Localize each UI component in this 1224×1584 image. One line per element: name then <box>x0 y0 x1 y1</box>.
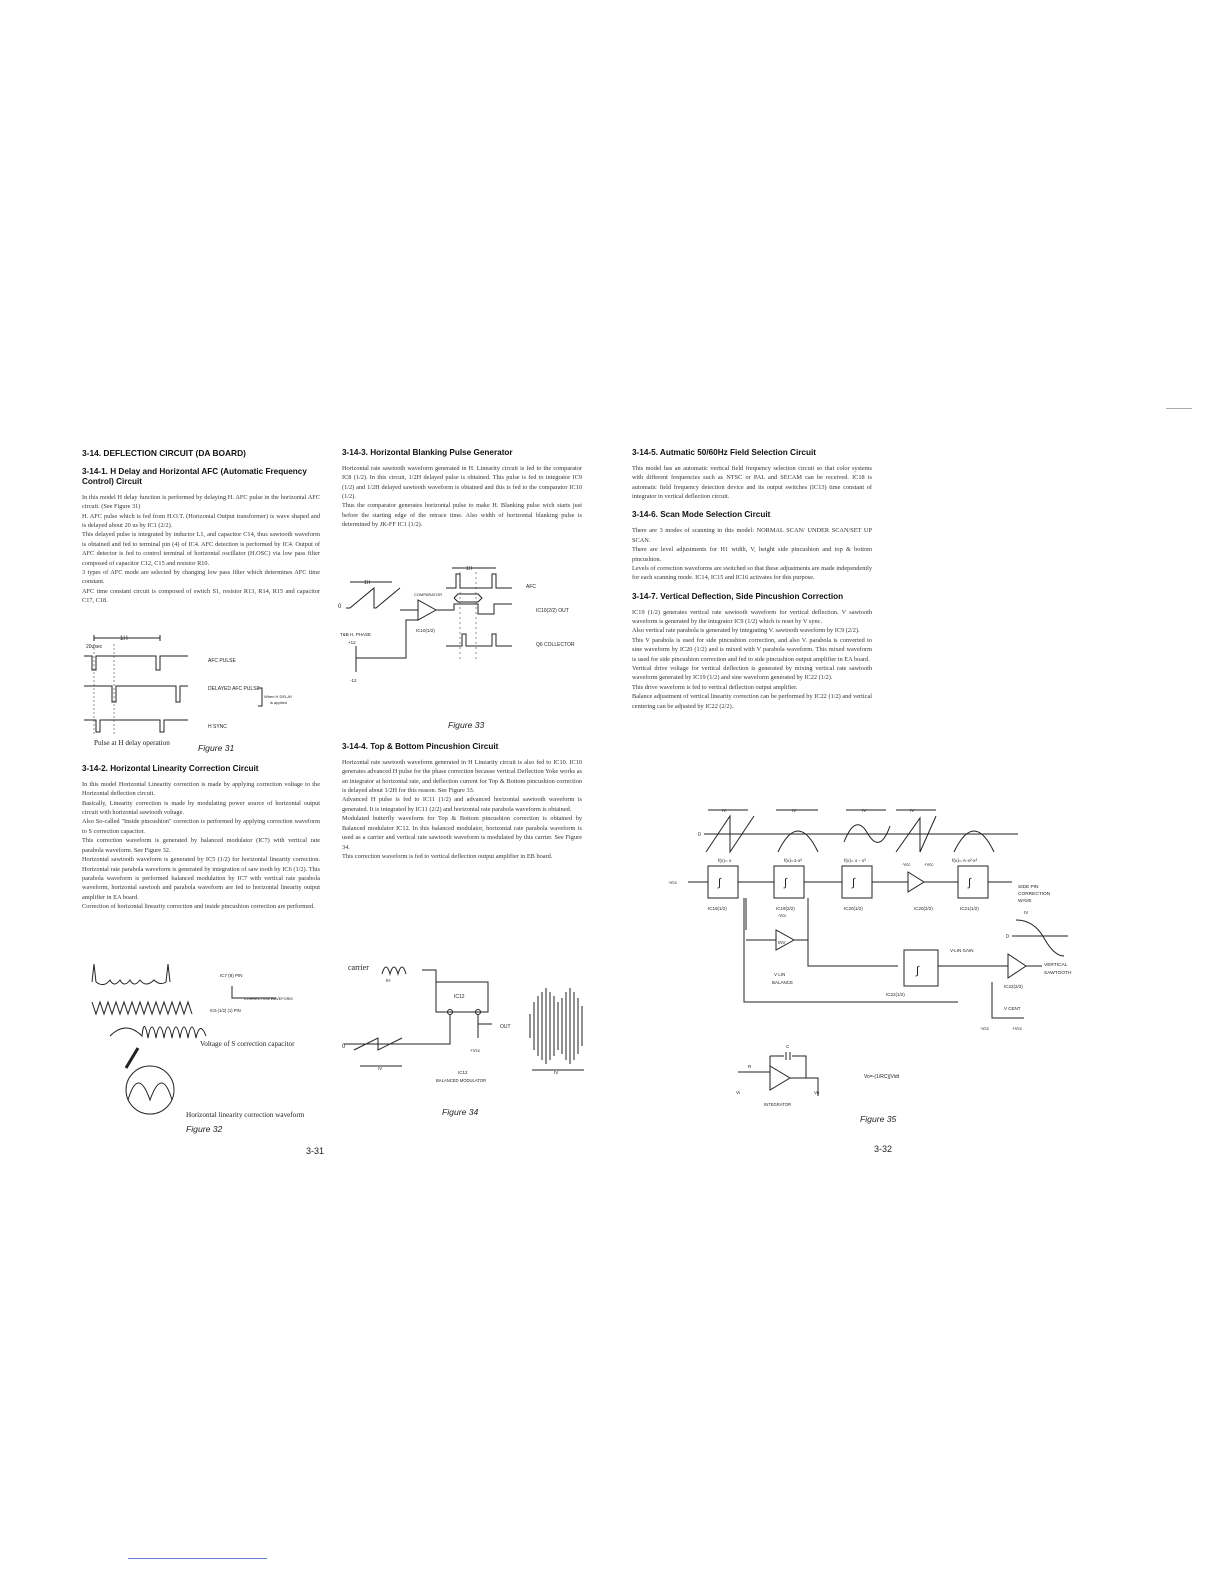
paragraph: AFC time constant circuit is composed of switch S1, resistor R13, R14, R15 and capacitor C17, C18. <box>82 587 320 605</box>
label-fx3: f(x)= x - x³ <box>844 859 866 864</box>
label-vcent: V CENT <box>1004 1006 1021 1011</box>
label-zero-2: 0 <box>1006 934 1009 940</box>
label-afc-pulse: AFC PULSE <box>208 658 236 664</box>
label-out: OUT <box>500 1024 511 1030</box>
figure-34-diagram <box>340 958 592 1088</box>
label-note1: When H DELAY <box>264 694 293 699</box>
label-q6: Q6 COLLECTOR <box>536 642 575 648</box>
paragraph: Balance adjustment of vertical linearity correction can be performed by IC22 (1/2) and vertical centering can be adjusted by IC22 (2/2). <box>632 693 872 710</box>
integral-1: ∫ <box>718 877 722 889</box>
label-ic20a: IC20(1/2) <box>844 906 863 911</box>
label-side3: WAVE <box>1018 899 1032 904</box>
paragraph: Levels of correction waveforms are switched so that these adjustments are made independently for each scanning mode. IC14, IC15 and IC16 activates for this purpose. <box>632 564 872 582</box>
label-comparator: COMPARATOR <box>414 592 443 597</box>
figure-33-diagram <box>336 562 586 682</box>
paragraph: Thus the comparator generates horizontal pulse to make H. Blanking pulse wich starts just before the starting edge of the retrace time. Also width of horizontal blanking pulse is determined by JK-FF IC1 (1/2). <box>342 502 582 529</box>
label-zero: 0 <box>338 604 342 610</box>
label-ic10: IC10(1/2) <box>416 628 435 633</box>
corner-rule <box>1166 408 1192 409</box>
label-integrator: INTEGRATOR <box>764 1102 792 1107</box>
label-bm: IC12 <box>458 1070 468 1075</box>
label-correction: CORRECTION WAVEFORM <box>244 997 293 1001</box>
label-r: R <box>748 1064 752 1069</box>
paragraph: In this model Horizontal Linearity correction is made by applying correction voltage to the Horizontal deflection circuit. <box>82 780 320 798</box>
label-vi: Vi <box>736 1090 740 1095</box>
label-c: C <box>786 1044 790 1049</box>
label-vcc-cent-p: +Vcc <box>1012 1026 1023 1031</box>
label-fx4: f(x)= A-x²-x³ <box>952 859 978 864</box>
page-number-left: 3-31 <box>306 1146 325 1156</box>
label-vcc-mid: -Vcc <box>902 862 911 867</box>
paragraph: Horizontal rate sawtooth waveform generated in H. Linearity circuit is fed to the comparator IC8 (1/2). In this circuit, 1/2H delayed pulse is obtained. This pulse is fed to integrator IC9 (1/2) and 1/2H delayed sawtooth waveform is obtained and this is fed to the comparator IC10 (1/2). <box>342 464 582 501</box>
figure-32-caption: Figure 32 <box>186 1124 223 1134</box>
figure-33-caption: Figure 33 <box>448 720 485 730</box>
label-20us: 20usec <box>86 644 103 650</box>
figure-34-caption: Figure 34 <box>442 1107 479 1117</box>
label-vertical: VERTICAL <box>1044 963 1068 968</box>
paragraph: This drive waveform is fed to vertical deflection output amplifier. <box>632 683 798 691</box>
paragraph: In this model H delay function is performed by delaying H. AFC pulse in the horizontal AFC circuit. (See Figure 31) <box>82 493 320 511</box>
heading-vertical-deflection: 3-14-7. Vertical Deflection, Side Pincushion Correction <box>632 591 844 601</box>
label-iv-5: IV <box>1024 910 1029 915</box>
integral-2: ∫ <box>784 877 788 889</box>
label-balance: BALANCE <box>772 980 794 985</box>
label-ic7-pin: IC7 (8) PIN <box>220 973 243 978</box>
label-ic22a: IC22(1/2) <box>886 992 905 997</box>
label-zero: 0 <box>698 832 701 838</box>
integral-4: ∫ <box>968 877 972 889</box>
label-iv: IV <box>554 1070 559 1075</box>
label-side1: SIDE PIN <box>1018 885 1039 890</box>
paragraph: Modulated butterfly waveform for Top & Bottom pincushion correction is obtained by Balanced modulator IC12. In this balanced modulator, horizontal rate parabola waveform is used as a carrier and vertical rate sawtooth waveform is modulated by this carrier. See Figure 34. <box>342 815 582 851</box>
figure-35-caption: Figure 35 <box>860 1114 897 1124</box>
label-ic20b: IC20(2/2) <box>914 906 933 911</box>
label-delayed-afc: DELAYED AFC PULSE <box>208 686 260 692</box>
paragraph: Advanced H pulse is fed to IC11 (1/2) and advanced horizontal sawtooth waveform is generated. It is integrated by IC11 (2/2) and horizontal rate parabola waveform is obtained. <box>342 796 582 813</box>
label-balanced-modulator: BALANCED MODULATOR <box>436 1078 487 1083</box>
label-inv: INV <box>778 940 786 945</box>
label-ic12: IC12 <box>454 994 465 1000</box>
paragraph: There are 3 modes of scanning in this model: NORMAL SCAN/ UNDER SCAN/SET UP SCAN. <box>632 527 872 544</box>
label-sawtooth: SAWTOOTH <box>1044 971 1072 976</box>
figure-31-diagram <box>84 632 324 750</box>
label-1h-b: 1H <box>466 566 473 572</box>
heading-h-blanking: 3-14-3. Horizontal Blanking Pulse Generator <box>342 448 513 457</box>
column-2 <box>342 448 582 530</box>
section-title: 3-14. DEFLECTION CIRCUIT (DA BOARD) <box>82 448 246 458</box>
label-phase: T&B H. PHASE <box>340 632 372 637</box>
figure-31-caption: Figure 31 <box>198 743 235 753</box>
label-plus12: +12 <box>348 640 356 645</box>
label-iv-3: IV <box>862 808 867 813</box>
label-1h: 1H <box>364 580 371 586</box>
figure-31-subcaption: Pulse at H delay operation <box>94 739 170 747</box>
label-carrier: carrier <box>348 963 369 972</box>
paragraph: Vertical drive voltage for vertical deflection is generated by mixing vertical rate sawtooth waveform generated by IC19 (1/2) and sine waveform generated by IC22 (1/2). <box>632 665 872 682</box>
paragraph: This correction waveform is fed to vertical deflection output amplifier in EB board. <box>342 852 553 860</box>
label-zero: 0 <box>342 1044 346 1050</box>
label-1h: 1H <box>120 636 128 642</box>
paragraph: 3 types of AFC mode are selected by changing low pass filter which determines AFC time constant. <box>82 568 320 586</box>
integral-3: ∫ <box>852 877 856 889</box>
heading-top-bottom-pincushion: 3-14-4. Top & Bottom Pincushion Circuit <box>342 742 499 751</box>
label-vlin: V LIN <box>774 972 786 977</box>
paragraph: IC19 (1/2) generates vertical rate sawtooth waveform for vertical deflection. V sawtooth waveform is generated by the integrator IC9 (1/2) which is reset by V sync. <box>632 608 872 625</box>
figure-32-hlin-label: Horizontal linearity correction waveform <box>186 1111 305 1119</box>
label-ic21: IC21(1/2) <box>960 906 979 911</box>
column-3 <box>632 448 872 711</box>
label-plus-vcc: +Vcc <box>924 862 934 867</box>
label-vcc: +Vcc <box>470 1048 481 1053</box>
column-2-lower <box>342 742 582 861</box>
label-iv: IV <box>722 808 727 813</box>
label-formula: Vo=-(1/RC)∫Vidt <box>864 1074 900 1080</box>
figure-32-voltage-label: Voltage of S correction capacitor <box>200 1040 295 1048</box>
column-1 <box>82 448 320 606</box>
paragraph: This correction waveform is generated by balanced modulator (IC7) with vertical rate parabola waveform. See Figure 32. <box>82 837 320 854</box>
label-h-sync: H SYNC <box>208 724 227 730</box>
heading-field-selection: 3-14-5. Autmatic 50/60Hz Field Selection Circuit <box>632 448 816 457</box>
label-ic19: IC19(1/2) <box>708 906 727 911</box>
paragraph: Also vertical rate parabola is generated by integrating V. sawtooth waveform by IC9 (2/2). <box>632 627 860 635</box>
heading-scan-mode: 3-14-6. Scan Mode Selection Circuit <box>632 510 771 520</box>
paragraph: Correction of horizontal linearity correction and inside pincushion correction are performed. <box>82 903 315 911</box>
label-minus-vcc: -Vcc <box>668 880 677 885</box>
heading-h-delay-afc: 3-14-1. H Delay and Horizontal AFC (Automatic Frequency Control) Circuit <box>82 467 307 486</box>
label-ih: IH <box>386 978 391 983</box>
paragraph: Basically, Linearity correction is made by modulating power source of horizontal output circuit with horizontal sawtooth voltage. <box>82 799 320 817</box>
paragraph: This delayed pulse is integrated by inductor L1, and capacitor C14, thus sawtooth waveform is obtained and fed to terminal pin (4) of IC4. AFC detection is performed by IC4. Output of AFC detector is fed to control terminal of horizontal oscillator (H.OSC) via low pass filter composed of capacitor C12, C15 and resistor R10. <box>82 531 320 567</box>
integral-5: ∫ <box>916 965 920 977</box>
paragraph: There are level adjustments for H1 width, V, height side pincushion and top & bottom pincushion. <box>632 546 872 563</box>
paragraph: H. AFC pulse which is fed from H.O.T. (Horizontal Output transformer) is wave shaped and is delayed about 20 us by IC1 (2/2). <box>82 512 320 529</box>
paragraph: This model has an automatic vertical field frequency selection circuit so that color systems with different frequencies such as NTSC or PAL and SECAM can be received. IC18 is automatic field frequency detection device and its output switches (IC13) time constant of integrator in vertical deflection circuit. <box>632 464 872 501</box>
heading-horizontal-linearity: 3-14-2. Horizontal Linearity Correction Circuit <box>82 764 259 773</box>
label-note2: is applied <box>270 700 287 705</box>
label-vo: Vo <box>814 1090 820 1095</box>
label-iv-4: IV <box>910 808 915 813</box>
label-iv-left: IV <box>378 1066 383 1071</box>
paragraph: Horizontal rate sawtooth waveform generated in H Linearity circuit is also fed to IC10. IC10 generates advanced H pulse for the phase correction because vertical Deflection Yoke works as an integrator at horizontal rate, and deflection current for Top & Bottom pincushion correction is delayed about 1/2H for this reason. See Figure 33. <box>342 758 582 795</box>
label-minus12: -12 <box>350 678 357 683</box>
label-out: IC10(2/2) OUT <box>536 608 569 614</box>
label-fx1: f(x)= x <box>718 859 732 864</box>
label-side2: CORRECTION <box>1018 892 1051 897</box>
column-1-lower <box>82 764 320 912</box>
label-ic6: IC6 (1/2) (1) PIN <box>210 1008 241 1013</box>
label-fx2: f(x)=1-x² <box>784 859 802 864</box>
figure-35-diagram <box>668 806 1070 1106</box>
label-vcc-ic9: -Vcc <box>778 913 787 918</box>
label-afc: AFC <box>526 584 536 590</box>
label-vcc-cent-m: -Vcc <box>980 1026 989 1031</box>
paragraph: This V parabola is used for side pincushion correction, and also V. parabola is converted to sine waveform by IC20 (1/2) and is mixed with V parabola waveform. This mixed waveform is used for side pincushion correction and fed to side pincushion output amplifier in EA board. <box>632 636 872 663</box>
label-ic9: IC19(2/2) <box>776 906 795 911</box>
page-number-right: 3-32 <box>874 1144 893 1154</box>
label-ic22b: IC22(2/2) <box>1004 984 1023 989</box>
label-iv-2: IV <box>792 808 797 813</box>
paragraph: Also So-called "Inside pincushion" correction is performed by applying correction waveform to S correction capacitor. <box>82 818 320 835</box>
paragraph: Horizontal sawtooth waveform is generated by IC5 (1/2) for horizontal linearity correction. Horizontal rate parabola waveform is generated by integration of saw tooth by IC6 (1/2). This parabola waveform is performed balanced modulation by IC7 with vertical rate parabola waveform, horizontal sawtooh and parabola waveform are fed to horizontal linearity output amplifier in EA board. <box>82 856 320 901</box>
label-vlin-gain: V-LIN GAIN <box>950 948 974 953</box>
bottom-rule <box>128 1558 267 1559</box>
